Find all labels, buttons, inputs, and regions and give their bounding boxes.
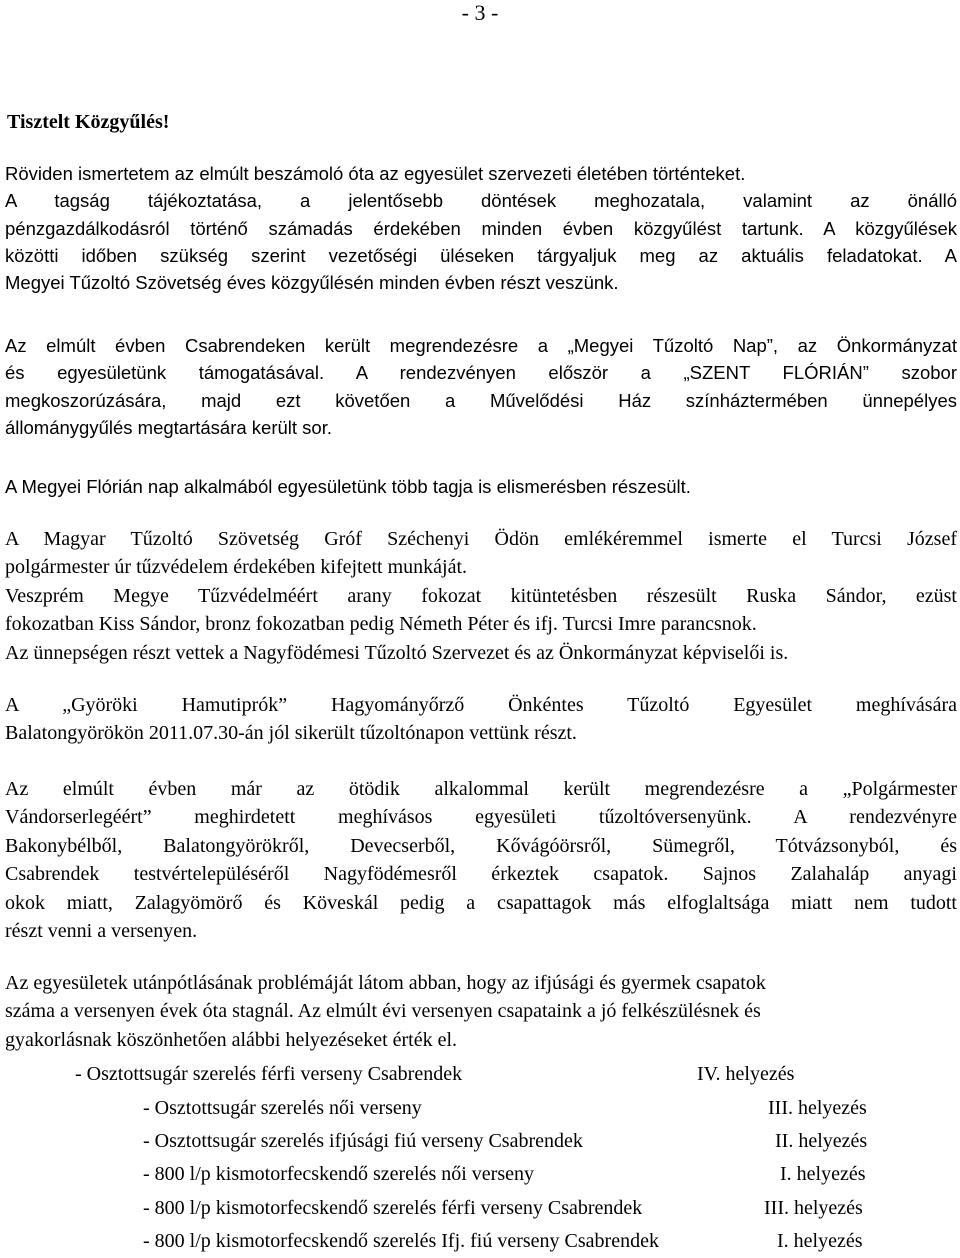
result-row [143,1196,863,1220]
text-line: fokozatban Kiss Sándor, bronz fokozatban pedig Németh Péter és ifj. Turcsi Imre parancsnok. [5,613,757,636]
greeting-heading: Tisztelt Közgyűlés! [7,111,170,133]
text-line: pénzgazdálkodásról történő számadás érdekében minden évben közgyűlést tartunk. A közgyűlések [5,217,957,239]
result-row [143,1229,863,1253]
text-line: megkoszorúzására, majd ezt követően a Művelődési Ház színháztermében ünnepélyes [5,389,957,411]
text-line: okok miatt, Zalagyömörő és Köveskál pedig a csapattagok más elfoglaltsága miatt nem tudott [5,891,957,914]
result-event: - Osztottsugár szerelés férfi verseny Csabrendek [75,1063,463,1085]
paragraph-youth [5,969,957,1054]
result-place: III. helyezés [764,1197,863,1219]
text-line: Az egyesületek utánpótlásának problémáját látom abban, hogy az ifjúsági és gyermek csapatok [5,972,766,994]
page-number: - 3 - [461,0,499,25]
text-line: Bakonybélből, Balatongyörökről, Devecserből, Kővágóörsről, Sümegről, Tótvázsonyból, és [5,834,957,857]
text-line: állománygyűlés megtartására került sor. [5,416,332,438]
paragraph-competition [5,775,957,945]
result-place: I. helyezés [777,1230,863,1252]
text-line: Veszprém Megye Tűzvédelméért arany fokozat kitüntetésben részesült Ruska Sándor, ezüst [5,584,957,607]
text-line: Vándorserlegéért” meghirdetett meghívásos egyesületi tűzoltóversenyünk. A rendezvényre [5,806,957,829]
text-line: A tagság tájékoztatása, a jelentősebb döntések meghozatala, valamint az önálló [5,190,957,212]
text-line: Csabrendek testvértelepüléséről Nagyfödémesről érkeztek csapatok. Sajnos Zalahaláp anyagi [5,863,957,886]
text-line: Az ünnepségen részt vettek a Nagyfödémesi Tűzoltó Szervezet és az Önkormányzat képviselői is. [5,641,789,664]
paragraph-gyorok [5,691,957,748]
result-row [143,1129,868,1153]
text-line: Az elmúlt évben már az ötödik alkalommal került megrendezésre a „Polgármester [5,778,957,800]
text-line: száma a versenyen évek óta stagnál. Az elmúlt évi versenyen csapataink a jó felkészülésnek és [5,1000,761,1023]
paragraph-florian-day [5,332,957,441]
text-line: közötti időben szükség szerint vezetőségi üléseken tárgyaljuk meg az aktuális feladatokat. A [5,244,957,266]
text-line: polgármester úr tűzvédelem érdekében kifejtett munkáját. [5,556,468,579]
result-place: IV. helyezés [697,1063,795,1085]
result-place: III. helyezés [768,1097,867,1119]
result-place: I. helyezés [780,1163,866,1185]
result-row [75,1062,795,1086]
text-line: A Megyei Flórián nap alkalmából egyesületünk több tagja is elismerésben részesült. [5,476,691,497]
text-line: részt venni a versenyen. [5,919,198,942]
result-row [143,1096,867,1120]
result-event: - Osztottsugár szerelés ifjúsági fiú verseny Csabrendek [143,1130,583,1152]
paragraph-awards [5,525,957,667]
text-line: gyakorlásnak köszönhetően alábbi helyezéseket érték el. [5,1028,458,1051]
result-row [143,1162,866,1186]
result-event: - 800 l/p kismotorfecskendő szerelés Ifj. fiú verseny Csabrendek [143,1230,659,1252]
text-line: és egyesületünk támogatásával. A rendezvényen először a „SZENT FLÓRIÁN” szobor [5,362,957,384]
text-line: A „Györöki Hamutiprók” Hagyományőrző Önkéntes Tűzoltó Egyesület meghívására [5,694,957,716]
paragraph-intro [5,160,957,296]
text-line: Röviden ismertetem az elmúlt beszámoló óta az egyesület szervezeti életében történteket. [5,163,746,184]
text-line: A Magyar Tűzoltó Szövetség Gróf Széchenyi Ödön emlékéremmel ismerte el Turcsi József [5,528,957,550]
text-line: Az elmúlt évben Csabrendeken került megrendezésre a „Megyei Tűzoltó Nap”, az Önkormányzat [5,335,957,356]
result-place: II. helyezés [775,1130,868,1152]
text-line: Balatongyörökön 2011.07.30-án jól sikerült tűzoltónapon vettünk részt. [5,722,577,745]
result-event: - 800 l/p kismotorfecskendő szerelés női verseny [143,1163,535,1185]
paragraph-recognition [5,473,957,500]
text-line: Megyei Tűzoltó Szövetség éves közgyűlésén minden évben részt veszünk. [5,272,619,294]
result-event: - 800 l/p kismotorfecskendő szerelés férfi verseny Csabrendek [143,1197,643,1219]
result-event: - Osztottsugár szerelés női verseny [143,1097,422,1119]
